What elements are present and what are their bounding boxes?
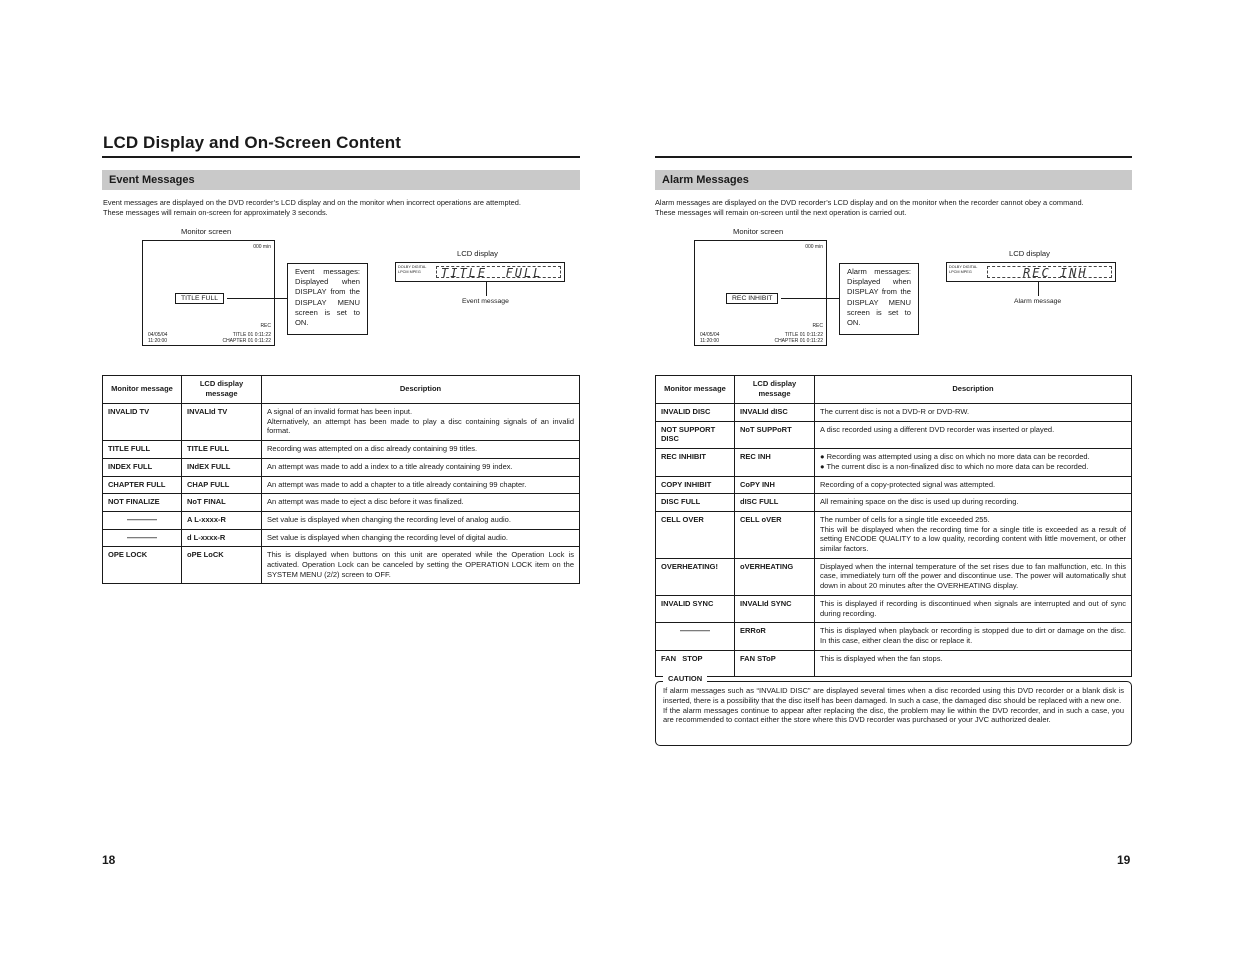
monitor-message: INDEX FULL: [103, 458, 182, 476]
lcd-message: TITLE FULL: [182, 441, 262, 459]
event-lcd-indicator-1: DOLBY DIGITAL: [398, 265, 427, 269]
event-lcd-text: TITLE FULL: [441, 266, 543, 280]
description: An attempt was made to eject a disc before it was finalized.: [262, 494, 580, 512]
monitor-message: [656, 623, 735, 650]
lcd-message: oPE LoCK: [182, 547, 262, 584]
monitor-message: OVERHEATING!: [656, 558, 735, 595]
alarm-lcd-label: LCD display: [1009, 249, 1050, 258]
monitor-message: [103, 529, 182, 547]
alarm-lcd-indicator-2: LPCM MPEG: [949, 270, 972, 274]
alarm-messages-heading: Alarm Messages: [655, 170, 1132, 190]
dash-placeholder: ————: [680, 626, 710, 636]
alarm-osd-title-line: TITLE 01 0:11:22: [784, 332, 823, 338]
event-col-description: Description: [262, 376, 580, 404]
lcd-message: oVERHEATING: [735, 558, 815, 595]
monitor-message: INVALID TV: [103, 404, 182, 441]
table-row: [103, 458, 580, 476]
event-lcd-display: [395, 262, 565, 282]
table-row: [656, 595, 1132, 622]
event-callout-box: Event messages: Displayed when DISPLAY from the DISPLAY MENU screen is set to ON.: [287, 263, 368, 335]
lcd-message: A L-xxxx-R: [182, 511, 262, 529]
description: Recording was attempted on a disc already containing 99 titles.: [262, 441, 580, 459]
alarm-lcd-pointer: [1038, 282, 1039, 296]
table-row: [656, 511, 1132, 558]
event-monitor-label: Monitor screen: [181, 227, 232, 236]
event-monitor-tag: TITLE FULL: [175, 293, 224, 304]
monitor-message: [103, 511, 182, 529]
dash-placeholder: ————: [127, 514, 157, 524]
alarm-intro-line-1: Alarm messages are displayed on the DVD recorder’s LCD display and on the monitor when the recorder cannot obey a command.: [655, 198, 1084, 207]
monitor-message: CHAPTER FULL: [103, 476, 182, 494]
alarm-osd-rec: REC: [812, 323, 823, 329]
page-title: LCD Display and On-Screen Content: [103, 133, 402, 152]
table-row: [656, 650, 1132, 676]
caution-paragraph-1: If alarm messages such as “INVALID DISC” are displayed several times when a disc recorded using this DVD recorder or a blank disk is inserted, there is a possibility that the disc itself has been damaged. In such a case, the damaged disc should be replaced with a new one.: [663, 686, 1124, 705]
alarm-intro-line-2: These messages will remain on-screen until the next operation is carried out.: [655, 208, 907, 217]
monitor-message: NOT FINALIZE: [103, 494, 182, 512]
description: An attempt was made to add a index to a title already containing 99 index.: [262, 458, 580, 476]
lcd-message: REC INH: [735, 449, 815, 476]
table-row: [656, 494, 1132, 512]
description: [815, 511, 1132, 558]
event-intro: [103, 198, 583, 218]
event-monitor-screen: [142, 240, 275, 346]
table-row: [103, 476, 580, 494]
description: Set value is displayed when changing the recording level of analog audio.: [262, 511, 580, 529]
table-row: [656, 623, 1132, 650]
description-line: Alternatively, an attempt has been made to play a disc containing signals of an invalid format.: [267, 416, 574, 436]
monitor-message: CELL OVER: [656, 511, 735, 558]
table-row: [656, 476, 1132, 494]
event-messages-heading: Event Messages: [102, 170, 580, 190]
caution-title: CAUTION: [663, 674, 707, 684]
event-osd-rec: REC: [260, 323, 271, 329]
left-title-rule: [102, 156, 580, 158]
table-row: [656, 449, 1132, 476]
event-table-header-row: [103, 376, 580, 404]
lcd-message: CHAP FULL: [182, 476, 262, 494]
table-row: [103, 441, 580, 459]
alarm-lcd-text: REC INH: [1023, 266, 1088, 280]
description: This is displayed when buttons on this unit are operated while the Operation Lock is activated. Operation Lock can be canceled by setting the OPERATION LOCK item on the SYSTEM MENU (2/2) screen to OFF.: [262, 547, 580, 584]
lcd-message: ERRoR: [735, 623, 815, 650]
event-callout-connector: [227, 298, 288, 299]
lcd-message: dISC FULL: [735, 494, 815, 512]
event-lcd-indicator-2: LPCM MPEG: [398, 270, 421, 274]
event-osd-chapter-line: CHAPTER 01 0:11:22: [222, 338, 271, 344]
event-messages-table: [102, 375, 580, 584]
lcd-message: FAN SToP: [735, 650, 815, 676]
description: This is displayed when playback or recording is stopped due to dirt or damage on the disc. In this case, either clean the disc or replace it.: [815, 623, 1132, 650]
event-osd-title-line: TITLE 01 0:11:22: [232, 332, 271, 338]
event-col-lcd: LCD display message: [182, 376, 262, 404]
alarm-col-description: Description: [815, 376, 1132, 404]
event-intro-line-2: These messages will remain on-screen for approximately 3 seconds.: [103, 208, 328, 217]
monitor-message: NOT SUPPORT DISC: [656, 421, 735, 448]
right-title-rule: [655, 156, 1132, 158]
alarm-monitor-tag: REC INHIBIT: [726, 293, 778, 304]
alarm-lcd-indicator-1: DOLBY DIGITAL: [949, 265, 978, 269]
description: Displayed when the internal temperature of the set rises due to fan malfunction, etc. In this case, immediately turn off the power and discontinue use. The power will automatically shut down in about 20 minutes after the OVERHEATING display.: [815, 558, 1132, 595]
alarm-osd-date: 04/05/04: [700, 332, 720, 338]
description-line: This will be displayed when the recording time for a single title is exceeded as a result of setting ENCODE QUALITY to a low quality, recording content with little movement, or other similar factors.: [820, 524, 1126, 554]
page-number-right: 19: [1117, 853, 1131, 867]
description: This is displayed when the fan stops.: [815, 650, 1132, 676]
alarm-osd-time: 11:20:00: [700, 338, 720, 344]
monitor-message: TITLE FULL: [103, 441, 182, 459]
monitor-message: REC INHIBIT: [656, 449, 735, 476]
table-row: [656, 404, 1132, 422]
lcd-message: INdEX FULL: [182, 458, 262, 476]
alarm-osd-chapter-line: CHAPTER 01 0:11:22: [774, 338, 823, 344]
table-row: [656, 558, 1132, 595]
table-row: [103, 494, 580, 512]
table-row: [103, 404, 580, 441]
alarm-osd-remaining: 000 min: [805, 244, 823, 250]
event-intro-line-1: Event messages are displayed on the DVD recorder’s LCD display and on the monitor when incorrect operations are attempted.: [103, 198, 521, 207]
monitor-message: OPE LOCK: [103, 547, 182, 584]
alarm-lcd-caption: Alarm message: [1014, 298, 1062, 305]
event-lcd-pointer: [486, 282, 487, 296]
description-line: ● The current disc is a non-finalized disc to which no more data can be recorded.: [820, 461, 1089, 471]
event-osd-date: 04/05/04: [148, 332, 168, 338]
table-row: [656, 421, 1132, 448]
lcd-message: INVALId dISC: [735, 404, 815, 422]
monitor-message: COPY INHIBIT: [656, 476, 735, 494]
description: A disc recorded using a different DVD recorder was inserted or played.: [815, 421, 1132, 448]
event-lcd-label: LCD display: [457, 249, 498, 258]
event-lcd-caption: Event message: [462, 298, 509, 305]
monitor-message: INVALID SYNC: [656, 595, 735, 622]
lcd-message: CELL oVER: [735, 511, 815, 558]
description: All remaining space on the disc is used up during recording.: [815, 494, 1132, 512]
monitor-message: DISC FULL: [656, 494, 735, 512]
description: The current disc is not a DVD-R or DVD-RW.: [815, 404, 1132, 422]
table-row: [103, 547, 580, 584]
alarm-messages-table: [655, 375, 1132, 677]
description: Set value is displayed when changing the recording level of digital audio.: [262, 529, 580, 547]
event-col-monitor: Monitor message: [103, 376, 182, 404]
alarm-monitor-label: Monitor screen: [733, 227, 784, 236]
caution-paragraph-2: If the alarm messages continue to appear after replacing the disc, the problem may lie within the DVD recorder, and in such a case, you are recommended to contact either the store where this DVD recorder was purchased or your JVC authorized dealer.: [663, 705, 1124, 725]
caution-box: [655, 681, 1132, 746]
event-osd-time: 11:20:00: [148, 338, 168, 344]
lcd-message: NoT FINAL: [182, 494, 262, 512]
page-number-left: 18: [102, 853, 116, 867]
description-line: ● Recording was attempted using a disc on which no more data can be recorded.: [820, 452, 1090, 462]
table-row: [103, 511, 580, 529]
description: [815, 449, 1132, 476]
description-line: The number of cells for a single title exceeded 255.: [820, 514, 990, 524]
description: Recording of a copy-protected signal was attempted.: [815, 476, 1132, 494]
description: An attempt was made to add a chapter to a title already containing 99 chapter.: [262, 476, 580, 494]
dash-placeholder: ————: [127, 532, 157, 542]
lcd-message: NoT SUPPoRT: [735, 421, 815, 448]
monitor-message: FAN STOP: [656, 650, 735, 676]
lcd-message: INVALId SYNC: [735, 595, 815, 622]
lcd-message: INVALId TV: [182, 404, 262, 441]
description: [262, 404, 580, 441]
lcd-message: d L-xxxx-R: [182, 529, 262, 547]
alarm-col-monitor: Monitor message: [656, 376, 735, 404]
monitor-message: INVALID DISC: [656, 404, 735, 422]
alarm-intro: [655, 198, 1135, 218]
alarm-table-header-row: [656, 376, 1132, 404]
event-osd-remaining: 000 min: [253, 244, 271, 250]
description: This is displayed if recording is discontinued when signals are interrupted and out of sync during recording.: [815, 595, 1132, 622]
description-line: A signal of an invalid format has been input.: [267, 407, 413, 416]
lcd-message: CoPY INH: [735, 476, 815, 494]
alarm-monitor-screen: [694, 240, 827, 346]
table-row: [103, 529, 580, 547]
alarm-col-lcd: LCD display message: [735, 376, 815, 404]
alarm-callout-connector: [781, 298, 840, 299]
alarm-lcd-display: [946, 262, 1116, 282]
alarm-callout-box: Alarm messages: Displayed when DISPLAY from the DISPLAY MENU screen is set to ON.: [839, 263, 919, 335]
